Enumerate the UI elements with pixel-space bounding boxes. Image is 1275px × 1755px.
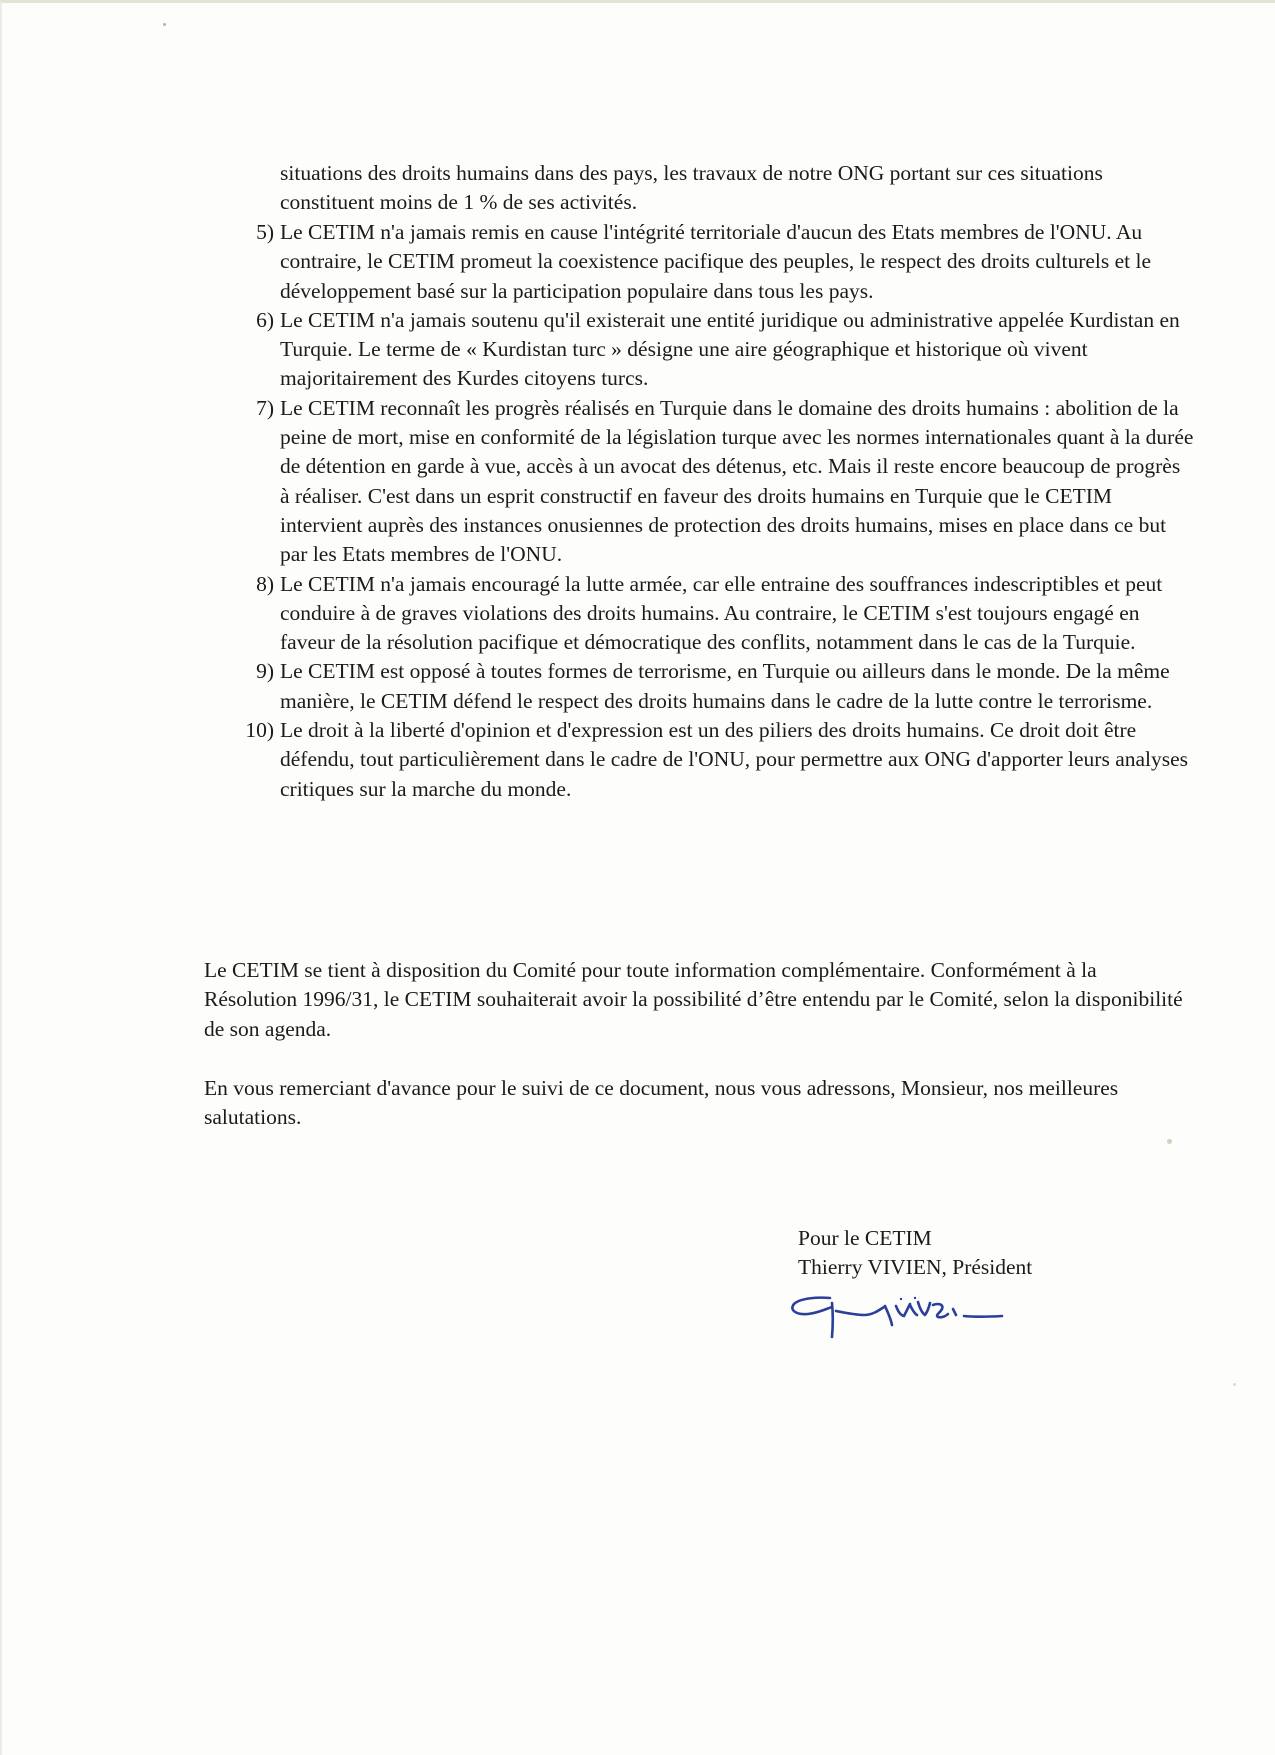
signature-block [798,1224,1198,1283]
numbered-points-list [234,218,1194,804]
signatory-name-title: Thierry VIVIEN, Président [798,1255,1033,1280]
availability-paragraph: Le CETIM se tient à disposition du Comité pour toute information complémentaire. Conformément à la Résolution 1996/31, le CETIM souhaiterait avoir la possibilité d’être entendu par le Comité, selon la disponibilité de son agenda. [204,958,1183,1041]
list-item-text: Le CETIM est opposé à toutes formes de terrorisme, en Turquie ou ailleurs dans le monde. De la même manière, le CETIM défend le respect des droits humains dans le cadre de la lutte contre le terrorisme. [280,659,1170,713]
list-item-text: Le droit à la liberté d'opinion et d'expression est un des piliers des droits humains. Ce droit doit être défendu, tout particulièrement dans le cadre de l'ONU, pour permettre aux ONG d'apporter leurs analyses critiques sur la marche du monde. [280,718,1189,801]
list-item-text: Le CETIM n'a jamais encouragé la lutte armée, car elle entraine des souffrances indescriptibles et peut conduire à de graves violations des droits humains. Au contraire, le CETIM s'est toujours engagé en faveur de la résolution pacifique et démocratique des conflits, notamment dans le cas de la Turquie. [280,571,1163,655]
list-item [234,394,1194,570]
list-item-number: 6) [256,307,274,332]
list-item-number: 10) [245,718,274,743]
closing-paragraph: En vous remerciant d'avance pour le suivi de ce document, nous vous adressons, Monsieur, nos meilleures salutations. [204,1076,1119,1130]
continuation-paragraph: situations des droits humains dans des pays, les travaux de notre ONG portant sur ces situations constituent moins de 1 % de ses activités. [280,161,1103,215]
handwritten-signature [788,1289,1018,1349]
signatory-organization: Pour le CETIM [798,1226,932,1250]
list-item-number: 5) [256,220,274,244]
list-item-number: 8) [256,571,274,596]
list-item-number: 9) [256,659,274,684]
scan-speck [163,23,166,26]
list-item [234,716,1194,804]
list-item [234,657,1194,716]
list-item-text: Le CETIM reconnaît les progrès réalisés en Turquie dans le domaine des droits humains : abolition de la peine de mort, mise en conformité de la législation turque avec les normes internationales quant à la durée de détention en garde à vue, accès à un avocat des détenus, etc. Mais il reste encore beaucoup de progrès à réaliser. C'est dans un esprit constructif en faveur des droits humains en Turquie que le CETIM intervient auprès des instances onusiennes de protection des droits humains, mises en place dans ce but par les Etats membres de l'ONU. [280,395,1194,567]
list-item [234,218,1194,306]
list-item [234,306,1194,394]
list-item-number: 7) [256,395,274,420]
scan-speck [1233,1383,1236,1386]
list-item-text: Le CETIM n'a jamais remis en cause l'intégrité territoriale d'aucun des Etats membres de l'ONU. Au contraire, le CETIM promeut la coexistence pacifique des peuples, le respect des droits culturels et le développement basé sur la participation populaire dans tous les pays. [280,220,1152,303]
scan-speck [1167,1139,1172,1144]
list-item-text: Le CETIM n'a jamais soutenu qu'il existerait une entité juridique ou administrative appelée Kurdistan en Turquie. Le terme de « Kurdistan turc » désigne une aire géographique et historique où vivent majoritairement des Kurdes citoyens turcs. [280,307,1180,391]
list-item [234,570,1194,658]
